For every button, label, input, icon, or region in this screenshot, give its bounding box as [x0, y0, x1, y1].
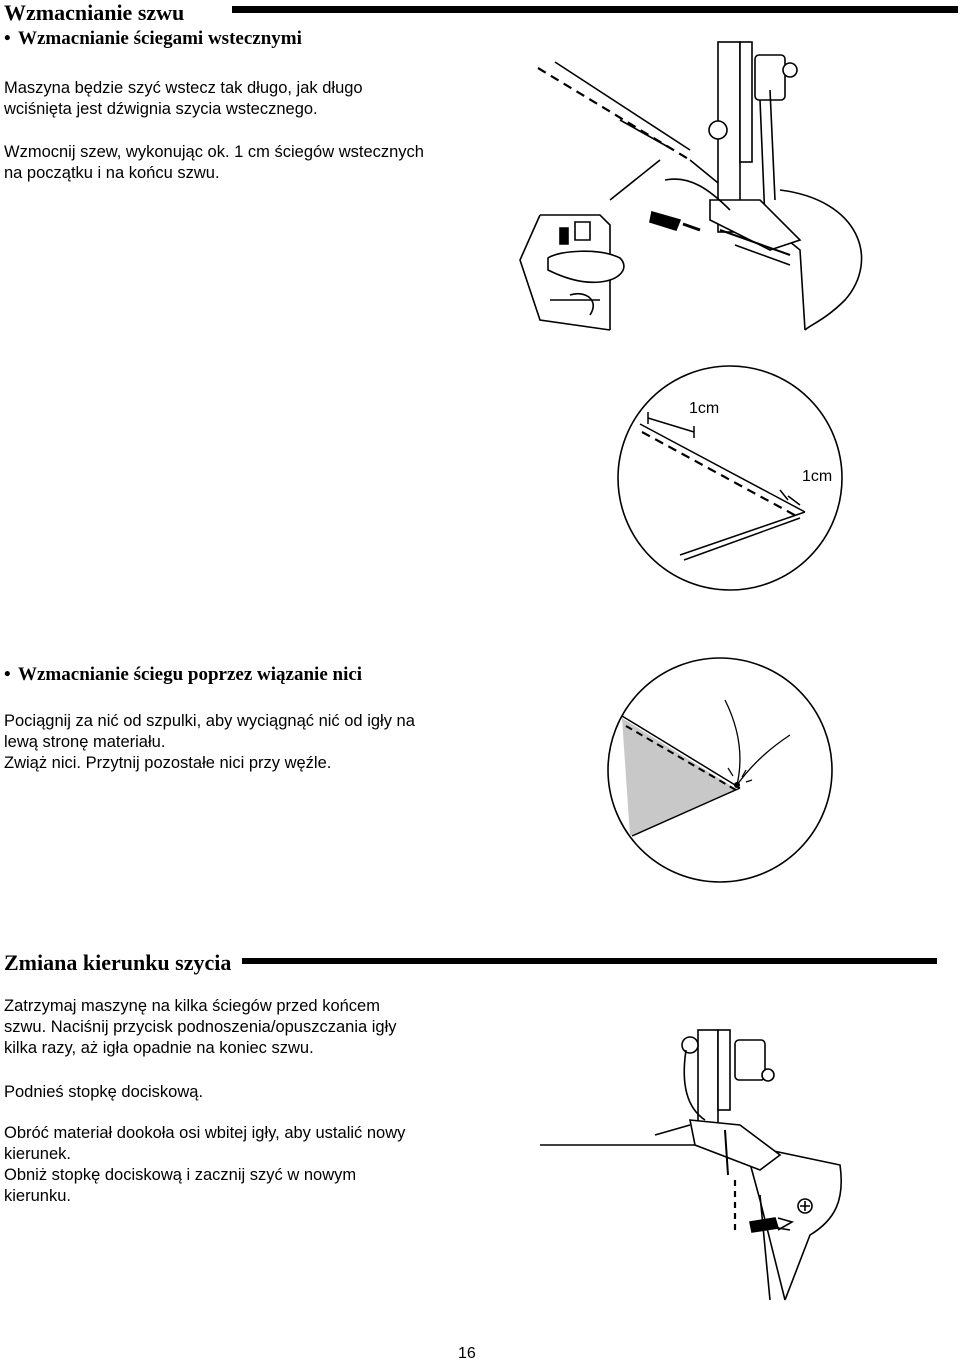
subheading-text: Wzmacnianie ściegu poprzez wiązanie nici: [18, 664, 363, 685]
text-line: wciśnięta jest dźwignia szycia wstecznego.: [4, 100, 318, 118]
subheading-text: Wzmacnianie ściegami wstecznymi: [18, 28, 302, 49]
text-line: Obróć materiał dookoła osi wbitej igły, aby ustalić nowy: [4, 1124, 406, 1142]
text-line: szwu. Naciśnij przycisk podnoszenia/opuszczania igły: [4, 1018, 397, 1036]
text-line: lewą stronę materiału.: [4, 733, 166, 751]
page-number: 16: [458, 1345, 476, 1362]
text-line: Podnieś stopkę dociskową.: [4, 1083, 204, 1101]
text-line: kilka razy, aż igła opadnie na koniec szwu.: [4, 1039, 314, 1057]
dimension-label-top: 1cm: [689, 400, 720, 417]
text-line: Obniż stopkę dociskową i zacznij szyć w nowym: [4, 1166, 357, 1184]
text-line: kierunek.: [4, 1145, 71, 1163]
text-line: na początku i na końcu szwu.: [4, 164, 220, 182]
text-line: Maszyna będzie szyć wstecz tak długo, jak długo: [4, 79, 363, 97]
text-line: kierunku.: [4, 1187, 71, 1205]
bullet-icon: •: [4, 664, 11, 685]
section-heading-change-direction: Zmiana kierunku szycia: [4, 950, 232, 975]
text-line: Zatrzymaj maszynę na kilka ściegów przed końcem: [4, 997, 380, 1015]
section-heading-reinforce: Wzmacnianie szwu: [4, 0, 185, 25]
dimension-label-right: 1cm: [802, 468, 833, 485]
text-line: Pociągnij za nić od szpulki, aby wyciągnąć nić od igły na: [4, 712, 415, 730]
text-line: Zwiąż nici. Przytnij pozostałe nici przy węźle.: [4, 754, 332, 772]
text-line: Wzmocnij szew, wykonując ok. 1 cm ściegów wstecznych: [4, 143, 424, 161]
bullet-icon: •: [4, 28, 11, 49]
